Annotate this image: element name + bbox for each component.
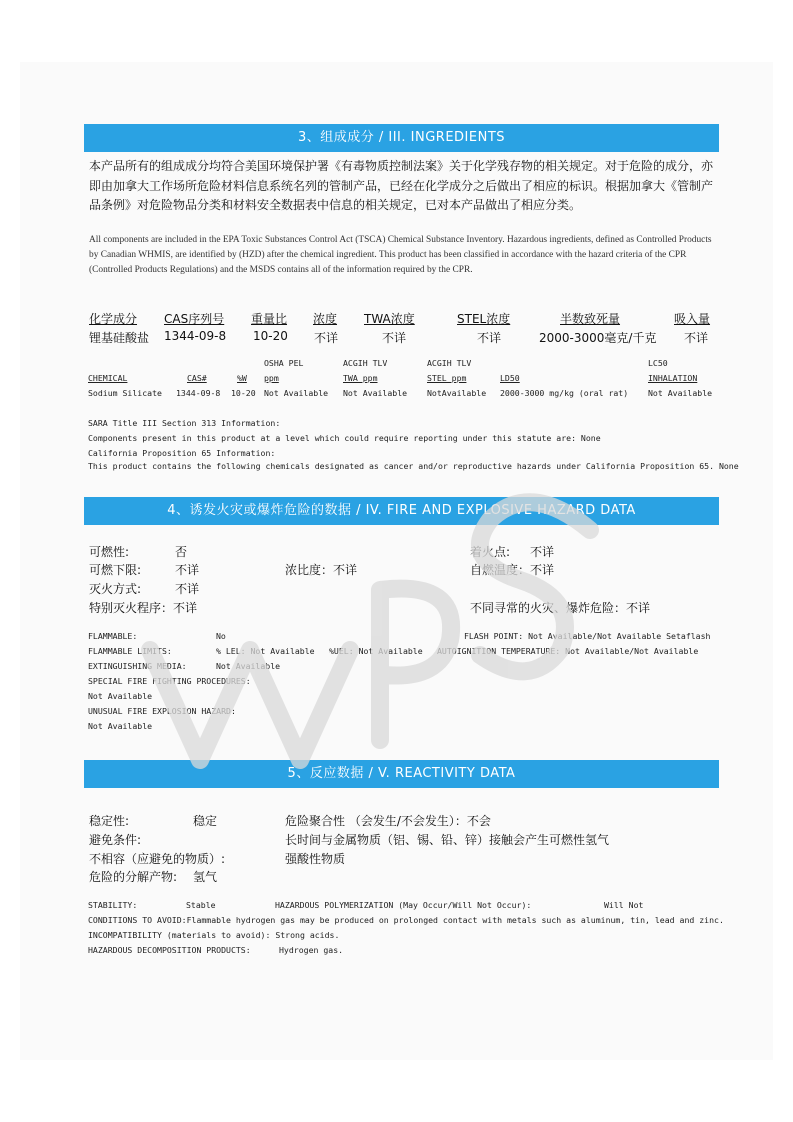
decomposition-value: 氢气 <box>193 870 218 884</box>
section-header-reactivity: 5、反应数据 / V. REACTIVITY DATA <box>84 760 719 788</box>
table-header: 吸入量 <box>674 312 711 326</box>
table-header-top: OSHA PEL <box>264 358 304 368</box>
table-header: CAS序列号 <box>164 312 225 326</box>
special-procedures-en-label: SPECIAL FIRE FIGHTING PROCEDURES: <box>88 676 251 686</box>
polymerization-cn: 危险聚合性 （会发生/不会发生）：不会 <box>285 814 491 828</box>
table-cell: Not Available <box>264 388 329 398</box>
table-header: STEL ppm <box>427 373 467 383</box>
table-cell: 10-20 <box>231 388 256 398</box>
ignition-value: 不详 <box>530 545 555 559</box>
table-header: TWA浓度 <box>364 312 415 326</box>
table-header: CAS# <box>187 373 207 383</box>
table-cell: 锂基硅酸盐 <box>89 331 150 345</box>
avoid-conditions-value: 长时间与金属物质（铝、锡、铅、锌）接触会产生可燃性氢气 <box>285 833 610 847</box>
table-cell: 1344-09-8 <box>176 388 221 398</box>
lel-en: % LEL: Not Available <box>216 646 315 656</box>
table-cell: 2000-3000 mg/kg (oral rat) <box>500 388 629 398</box>
flammability-label: 可燃性: <box>89 545 130 559</box>
special-procedures-en-value: Not Available <box>88 691 153 701</box>
polymerization-en-label: HAZARDOUS POLYMERIZATION (May Occur/Will Not Occur): <box>275 900 532 910</box>
incompatible-value: 强酸性物质 <box>285 852 346 866</box>
table-header: LD50 <box>500 373 520 383</box>
table-cell: NotAvailable <box>427 388 487 398</box>
ingredients-paragraph-cn: 本产品所有的组成成分均符合美国环境保护署《有毒物质控制法案》关于化学残存物的相关规定。对于危险的成分，亦即由加拿大工作场所危险材料信息系统名列的管制产品，已经在化学成分之后做出了相应的标识。根据加拿大《管制产品条例》对危险物品分类和材料安全数据表中信息的相关规定，已对本产品做出了相应分类。 <box>89 159 714 212</box>
table-header: ppm <box>264 373 279 383</box>
table-cell: 1344-09-8 <box>164 329 227 343</box>
flammability-value: 否 <box>175 545 188 559</box>
table-cell: Not Available <box>343 388 408 398</box>
autoignition-label: 自燃温度：不详 <box>470 563 555 577</box>
table-header: 化学成分 <box>89 312 138 326</box>
table-cell: 不详 <box>477 331 502 345</box>
stability-en-label: STABILITY: <box>88 900 138 910</box>
table-header: CHEMICAL <box>88 373 128 383</box>
table-cell: 不详 <box>684 331 709 345</box>
table-header: INHALATION <box>648 373 698 383</box>
sara-line: SARA Title III Section 313 Information: <box>88 418 281 428</box>
table-header-top: ACGIH TLV <box>427 358 472 368</box>
stability-label: 稳定性: <box>89 814 130 828</box>
autoignition-en: AUTOIGNITION TEMPERATURE: Not Available/Not Available <box>437 646 699 656</box>
table-cell: 不详 <box>382 331 407 345</box>
section-header-ingredients: 3、组成成分 / III. INGREDIENTS <box>84 124 719 152</box>
decomposition-en-value: Hydrogen gas. <box>279 945 344 955</box>
lower-limit-value: 不详 <box>175 563 200 577</box>
sara-line: This product contains the following chemicals designated as cancer and/or reproductive hazards under California Proposition 65. None <box>88 461 739 471</box>
stability-value: 稳定 <box>193 814 218 828</box>
table-header: %W <box>237 373 247 383</box>
unusual-hazard-en-value: Not Available <box>88 721 153 731</box>
sara-line: California Proposition 65 Information: <box>88 448 276 458</box>
ignition-label: 着火点: <box>470 545 511 559</box>
unusual-hazard-en-label: UNUSUAL FIRE EXPLOSION HAZARD: <box>88 706 236 716</box>
table-header-top: LC50 <box>648 358 668 368</box>
table-cell: 不详 <box>314 331 339 345</box>
uel-en: %UEL: Not Available <box>329 646 423 656</box>
unusual-hazard-label: 不同寻常的火灾、爆炸危险：不详 <box>470 601 651 615</box>
polymerization-en-value: Will Not <box>604 900 644 910</box>
table-header-top: ACGIH TLV <box>343 358 388 368</box>
concentration-label: 浓比度：不详 <box>285 563 358 577</box>
table-header: 浓度 <box>313 312 338 326</box>
section-header-fire-hazard: 4、诱发火灾或爆炸危险的数据 / IV. FIRE AND EXPLOSIVE HAZARD DATA <box>84 497 719 525</box>
table-cell: Sodium Silicate <box>88 388 162 398</box>
table-cell: 2000-3000毫克/千克 <box>539 331 657 345</box>
table-header: 半数致死量 <box>560 312 621 326</box>
table-header: 重量比 <box>251 312 288 326</box>
table-header: STEL浓度 <box>457 312 511 326</box>
flammable-en-label: FLAMMABLE: <box>88 631 138 641</box>
stability-en-value: Stable <box>186 900 216 910</box>
table-header: TWA ppm <box>343 373 378 383</box>
extinguish-label: 灭火方式: <box>89 582 142 596</box>
table-cell: Not Available <box>648 388 713 398</box>
decomposition-label: 危险的分解产物: <box>89 870 178 884</box>
lower-limit-label: 可燃下限: <box>89 563 142 577</box>
extinguishing-media-en-label: EXTINGUISHING MEDIA: <box>88 661 187 671</box>
flammable-limits-en-label: FLAMMABLE LIMITS: <box>88 646 172 656</box>
special-procedure-label: 特别灭火程序：不详 <box>89 601 198 615</box>
conditions-en: CONDITIONS TO AVOID:Flammable hydrogen gas may be produced on prolonged contact with metals such as aluminum, tin, lead and zinc. <box>88 915 724 925</box>
extinguishing-media-en-value: Not Available <box>216 661 281 671</box>
avoid-conditions-label: 避免条件: <box>89 833 142 847</box>
incompatible-label: 不相容（应避免的物质）: <box>89 852 226 866</box>
extinguish-value: 不详 <box>175 582 200 596</box>
decomposition-en-label: HAZARDOUS DECOMPOSITION PRODUCTS: <box>88 945 251 955</box>
ingredients-paragraph-en: All components are included in the EPA Toxic Substances Control Act (TSCA) Chemical Substance Inventory. Hazardous ingredients, defined as Controlled Products by Canadian WHMIS, are identified by (HZD) after the chemical ingredient. This product has been classified in accordance with the hazard criteria of the CPR (Controlled Products Regulations) and the MSDS contains all of the information required by the CPR. <box>89 235 712 275</box>
flash-point-en: FLASH POINT: Not Available/Not Available Setaflash <box>464 631 711 641</box>
incompatibility-en: INCOMPATIBILITY (materials to avoid): Strong acids. <box>88 930 340 940</box>
flammable-en-value: No <box>216 631 226 641</box>
table-cell: 10-20 <box>253 329 288 343</box>
sara-line: Components present in this product at a level which could require reporting under this statute are: None <box>88 433 601 443</box>
